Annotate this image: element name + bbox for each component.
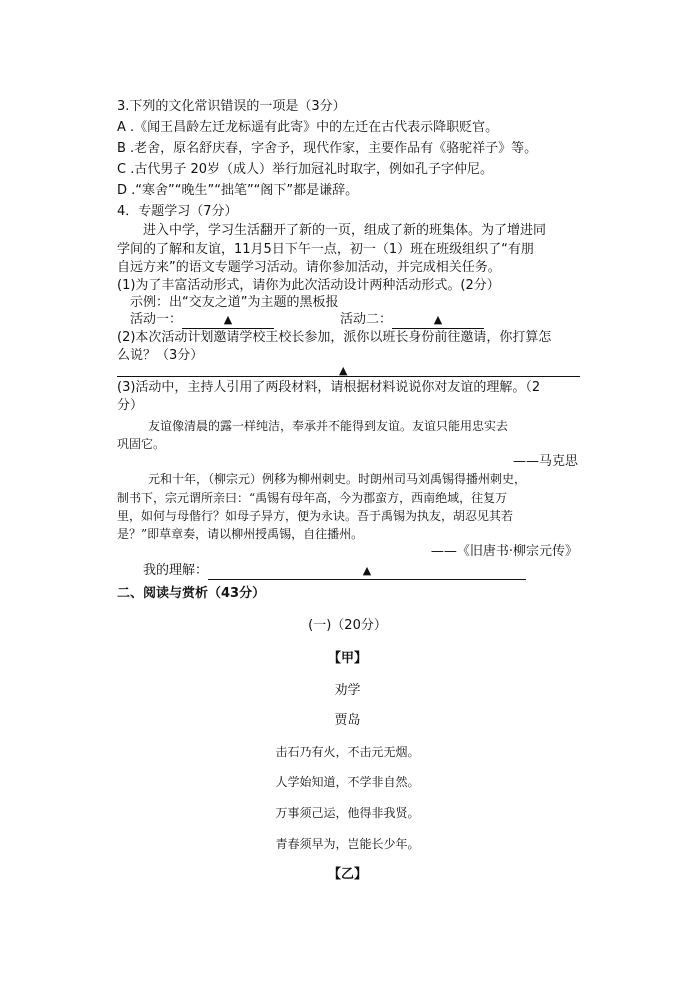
poem-line-2: 人学始知道，不学非自然。: [275, 775, 420, 789]
answer-line[interactable]: [117, 376, 580, 377]
poem-line-4: 青春须早为，岂能长少年。: [275, 837, 420, 851]
activity-2-answer-blank[interactable]: [392, 314, 484, 329]
poem-line-1: 击石乃有火，不击元无烟。: [275, 745, 420, 759]
q3-option-a: A .《闻王昌龄左迁龙标遥有此寄》中的左迁在古代表示降职贬官。: [117, 120, 499, 135]
section-2-title: 二、阅读与赏析（43分）: [117, 586, 266, 601]
poem-author: 贾岛: [334, 713, 361, 728]
q4-subquestion-2-line2: 么说？（3分）: [117, 348, 204, 363]
q4-subquestion-3-line2: 分）: [117, 398, 144, 413]
activity-row: [130, 311, 274, 329]
q4-intro-line2: 学间的了解和友谊，11月5日下午一点，初一（1）班在班级组织了“有朋: [117, 242, 534, 257]
activity-row-2: [340, 311, 484, 329]
q4-subquestion-2-line1: (2)本次活动计划邀请学校王校长参加，派你以班长身份前往邀请，你打算怎: [117, 330, 552, 345]
jia-label: 【甲】: [327, 651, 367, 666]
q4-title: 4．专题学习（7分）: [117, 204, 238, 219]
triangle-marker-icon: ▲: [223, 313, 233, 326]
q4-subquestion-1: (1)为了丰富活动形式，请你为此次活动设计两种活动形式。(2分）: [117, 278, 500, 293]
q4-intro-line1: 进入中学，学习生活翻开了新的一页，组成了新的班集体。为了增进同: [143, 223, 547, 238]
material-2-line1: 元和十年，（柳宗元）例移为柳州刺史。时朗州司马刘禹锡得播州刺史，: [148, 472, 527, 486]
understanding-label: 我的理解：: [143, 563, 209, 578]
q3-option-d: D .“寒舍”“晚生”“拙笔”“阁下”都是谦辞。: [117, 183, 359, 198]
activity-1-answer-blank[interactable]: [182, 314, 274, 329]
material-2-line2: 制书下，宗元谓所亲曰：“禹锡有母年高，今为郡蛮方，西南绝域，往复万: [117, 491, 508, 505]
triangle-marker-icon: ▲: [339, 364, 348, 377]
activity-1-label: 活动一：: [130, 312, 183, 327]
poem-title: 劝学: [334, 683, 361, 698]
yi-label: 【乙】: [327, 867, 367, 882]
part-1-heading: (一)（20分）: [308, 618, 387, 633]
understanding-answer-blank[interactable]: [208, 565, 526, 580]
triangle-marker-icon: ▲: [362, 564, 372, 577]
material-2-line3: 里，如何与母偕行？如母子异方，便为永诀。吾于禹锡为执友，胡忍见其若: [117, 509, 514, 523]
material-1-line2: 巩固它。: [117, 437, 166, 451]
q4-intro-line3: 自远方来”的语文专题学习活动。请你参加活动，并完成相关任务。: [117, 260, 501, 275]
activity-2-label: 活动二：: [340, 312, 393, 327]
triangle-marker-icon: ▲: [433, 313, 443, 326]
material-2-source: ——《旧唐书·柳宗元传》: [430, 544, 578, 559]
material-1-source: ——马克思: [512, 454, 578, 469]
material-1-line1: 友谊像清晨的露一样纯洁，奉承并不能得到友谊。友谊只能用忠实去: [148, 419, 509, 433]
q4-subquestion-3-line1: (3)活动中，主持人引用了两段材料，请根据材料说说你对友谊的理解。（2: [117, 380, 541, 395]
q3-option-c: C .古代男子 20岁（成人）举行加冠礼时取字，例如孔子字仲尼。: [117, 162, 494, 177]
q4-example: 示例：出“交友之道”为主题的黑板报: [130, 295, 339, 310]
poem-line-3: 万事须己运，他得非我贤。: [275, 806, 420, 820]
understanding-row: [143, 562, 526, 580]
q3-option-b: B .老舍，原名舒庆春，字舍予，现代作家，主要作品有《骆驼祥子》等。: [117, 141, 538, 156]
q3-title: 3.下列的文化常识错误的一项是（3分）: [117, 99, 346, 114]
material-2-line4: 是？”即草章奏，请以柳州授禹锡，自往播州。: [117, 527, 364, 541]
